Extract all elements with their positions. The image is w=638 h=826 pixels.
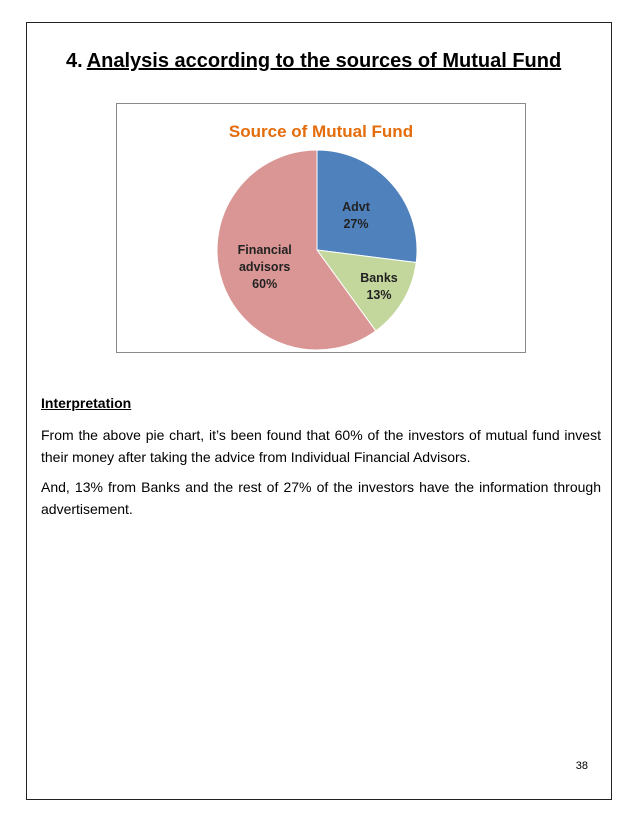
pie-label-advt: Advt 27%	[342, 200, 370, 232]
pie-label-financial-advisors: Financial advisors 60%	[237, 242, 292, 291]
interpretation-title: Interpretation	[41, 395, 132, 411]
interpretation-paragraph-1: From the above pie chart, it’s been found that 60% of the investors of mutual fund invest their money after taking the advice from Individual Financial Advisors.	[41, 427, 601, 465]
interpretation-paragraph-2: And, 13% from Banks and the rest of 27% of the investors have the information through advertisement.	[41, 479, 601, 517]
pie-chart	[117, 104, 525, 352]
section-title: Analysis according to the sources of Mutual Fund	[86, 50, 562, 72]
page-number: 38	[575, 760, 588, 772]
pie-chart-frame	[116, 103, 526, 353]
pie-label-banks: Banks 13%	[360, 271, 398, 303]
section-heading	[66, 50, 561, 73]
chart-title: Source of Mutual Fund	[228, 122, 414, 141]
section-number: 4.	[66, 50, 83, 72]
